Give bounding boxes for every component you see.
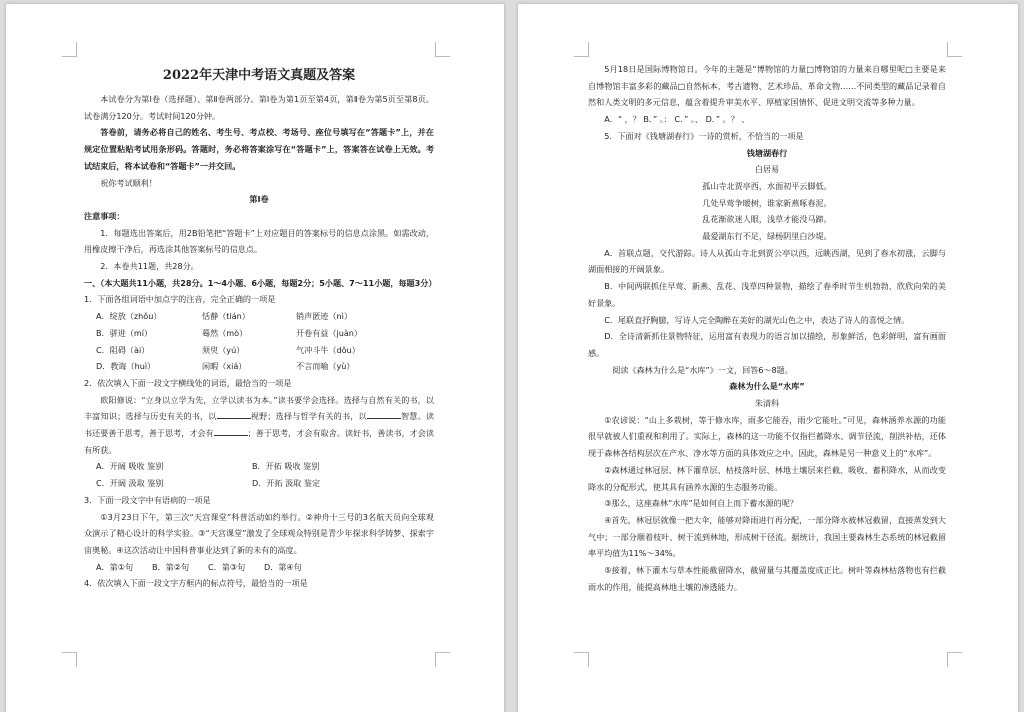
margin-corner-mark — [574, 652, 589, 667]
article-paragraph: ⑤接着，林下灌木与草本性能截留降水，截留量与其覆盖度成正比。树叶等森林枯落物也有拦截雨水的作用，能提高林地土壤的渗透能力。 — [588, 565, 946, 592]
poem-line: 孤山寺北贾亭西，水面初平云脚低。 — [702, 180, 832, 191]
option-row — [84, 325, 434, 342]
document-page-right — [518, 4, 1018, 712]
article-author: 朱清科 — [754, 398, 780, 409]
option-item: B．骈进（mí） — [96, 327, 153, 338]
fill-blank — [214, 426, 248, 436]
option-item: D．全诗清新抓住景物特征，运用富有表现力的语言加以描绘，形象鲜活，色彩鲜明，富有画面感。 — [588, 331, 946, 358]
poem-line: 最爱湖东行不足，绿杨阴里白沙堤。 — [702, 231, 832, 242]
fill-blank — [217, 409, 251, 419]
option-item: 蓦然（mò） — [202, 327, 248, 338]
option-item: B．第②句 — [152, 561, 190, 572]
option-item: B．中间两联抓住早莺、新燕、乱花、浅草四种景物，描绘了春季时节生机勃勃、欣欣向荣的美好景象。 — [588, 281, 946, 308]
option-item: 销声匿迹（nì） — [296, 311, 352, 322]
note-item: 2．本卷共11题，共28分。 — [100, 261, 199, 272]
option-row — [84, 342, 434, 359]
passage-text: 智慧。读书还要善于思考，善于思考，才会有 — [84, 411, 434, 439]
margin-corner-mark — [62, 652, 77, 667]
question-stem: 4．依次填入下面一段文字方框内的标点符号，最恰当的一项是 — [84, 578, 308, 589]
article-paragraph: ①农谚说：“山上多栽树，等于修水库，雨多它能吞，雨少它能吐。”可见，森林涵养水源的功能很早就被人们重视和利用了。实际上，森林的这一功能不仅指拦蓄降水、调节径流，削洪补枯，还体现于森林各结构层次在产水、净水等方面的具体效应之中。因此，森林是另一种意义上的“水库”。 — [588, 414, 946, 459]
section-heading: 第Ⅰ卷 — [249, 194, 269, 205]
margin-corner-mark — [947, 652, 962, 667]
option-item: C．第③句 — [208, 561, 246, 572]
option-item: C．开阔 汲取 鉴别 — [96, 478, 164, 489]
poem-line: 乱花渐欲迷人眼，浅草才能没马蹄。 — [702, 214, 832, 225]
article-paragraph: ③那么，这座森林“水库”是如何自上而下蓄水源的呢？ — [604, 498, 798, 509]
page-content-right — [588, 61, 946, 596]
poem-author: 白居易 — [754, 164, 780, 175]
article-paragraph: ②森林通过林冠层、林下灌草层、枯枝落叶层、林地土壤层来拦截、吸收、蓄积降水，从而改变降水的分配形式，使其具有涵养水源的生态服务功能。 — [588, 464, 946, 492]
poem-line: 几处早莺争暖树，谁家新燕啄春泥。 — [702, 197, 832, 208]
intro-paragraph: 本试卷分为第Ⅰ卷（选择题）、第Ⅱ卷两部分。第Ⅰ卷为第1页至第4页，第Ⅱ卷为第5页至第8页。试卷满分120分。考试时间120分钟。 — [84, 94, 434, 121]
document-page-left — [6, 4, 504, 712]
option-item: D．第④句 — [264, 561, 302, 572]
poem-title: 钱塘湖春行 — [746, 147, 788, 158]
option-item: D．开拓 汲取 鉴定 — [252, 478, 321, 489]
margin-corner-mark — [435, 42, 450, 57]
article-title: 森林为什么是“水库” — [729, 381, 805, 392]
option-row — [84, 559, 434, 576]
passage-text: ；善于思考，才会有取舍。读好书，善读书，才会读有所获。 — [84, 428, 434, 455]
option-item: 须臾（yú） — [202, 344, 245, 355]
part-heading: 一、（本大题共11小题，共28分。1～4小题、6小题，每题2分；5小题、7～11小题，每题3分） — [84, 277, 437, 288]
option-item: 气冲斗牛（dǒu） — [296, 344, 360, 355]
option-row — [84, 358, 434, 375]
option-item: 不言而喻（yù） — [296, 361, 355, 372]
option-item: 闲暇（xiá） — [202, 361, 247, 372]
option-item: D．教诲（huì） — [96, 361, 156, 372]
option-item: C．阻碍（ài） — [96, 344, 150, 355]
intro-paragraph: 祝你考试顺利！ — [100, 177, 157, 188]
margin-corner-mark — [62, 42, 77, 57]
question-passage: 5月18日是国际博物馆日。今年的主题是“博物馆的力量□博物馆的力量来自哪里呢□主要是来自博物馆丰富多彩的藏品□自然标本、考古遗物、艺术珍品、革命文物……不同类型的藏品记录着自然和人类文明的多元信息，蕴含着提升审美水平、厚植家国情怀、促进文明交流等多种力量。 — [588, 64, 946, 108]
notes-label: 注意事项： — [84, 210, 125, 221]
page-content-left — [84, 64, 437, 592]
option-row — [84, 458, 434, 475]
passage-text: 视野；选择与哲学有关的书，以 — [250, 411, 367, 422]
option-item: 恬静（tián） — [202, 311, 250, 322]
option-row — [84, 475, 434, 492]
intro-paragraph: 答卷前，请务必将自己的姓名、考生号、考点校、考场号、座位号填写在“答题卡”上，并在规定位置粘贴考试用条形码。答题时，务必将答案涂写在“答题卡”上，答案答在试卷上无效。考试结束后，将本试卷和“答题卡”一并交回。 — [84, 127, 434, 171]
question-passage — [84, 392, 434, 459]
question-stem: 1．下面各组词语中加点字的注音，完全正确的一项是 — [84, 294, 276, 305]
option-item: B．开拓 吸收 鉴别 — [252, 461, 320, 472]
question-stem: 3．下面一段文字中有语病的一项是 — [84, 494, 211, 505]
option-row — [84, 308, 434, 325]
fill-blank — [367, 409, 401, 419]
margin-corner-mark — [574, 42, 589, 57]
question-stem: 5．下面对《钱塘湖春行》一诗的赏析，不恰当的一项是 — [604, 130, 804, 141]
option-item: C．尾联直抒胸臆，写诗人完全陶醉在美好的湖光山色之中，表达了诗人的喜悦之情。 — [604, 314, 910, 325]
question-stem: 2．依次填入下面一段文字横线处的词语，最恰当的一项是 — [84, 377, 292, 388]
document-title: 2022年天津中考语文真题及答案 — [162, 68, 356, 83]
option-item: A．第①句 — [96, 561, 134, 572]
option-item: 开卷有益（juàn） — [296, 327, 363, 338]
article-paragraph: ④首先，林冠层就像一把大伞，能够对降雨进行再分配，一部分降水被林冠截留，直接蒸发到大气中；一部分顺着枝叶、树干流到林地，形成树干径流。据统计，我国主要森林生态系统的林冠截留率平均值为11%～34%。 — [588, 514, 946, 559]
reading-intro: 阅读《森林为什么是“水库”》一文，回答6～8题。 — [612, 364, 793, 375]
margin-corner-mark — [947, 42, 962, 57]
option-item: A．绽放（zhǒu） — [96, 311, 162, 322]
question-passage: ①3月23日下午，第三次“天宫课堂”科普活动如约举行。②神舟十三号的3名航天员向全球观众演示了精心设计的科学实验。③“天宫课堂”激发了全球观众特别是青少年探求科学铸梦、探索宇宙奥秘。④这次活动让中国科普事业达到了新的未有的高度。 — [84, 511, 434, 555]
passage-text: 欧阳修说：“立身以立学为先，立学以读书为本。”读书要学会选择。选择与自然有关的书，以丰富知识；选择与历史有关的书，以 — [84, 394, 434, 422]
option-item: A．开阔 吸收 鉴别 — [96, 461, 164, 472]
note-item: 1．每题选出答案后，用2B铅笔把“答题卡”上对应题目的答案标号的信息点涂黑。如需改动，用橡皮擦干净后，再选涂其他答案标号的信息点。 — [84, 227, 434, 255]
margin-corner-mark — [435, 652, 450, 667]
option-item: A．首联点题，交代游踪。诗人从孤山寺北到贾公亭以西，远眺西湖，见到了春水初涨，云脚与湖面相接的开阔景象。 — [588, 247, 946, 275]
option-row: A．“ ，？ B．” 。： C．” 。、 D．” 。？ 、 — [604, 114, 750, 125]
